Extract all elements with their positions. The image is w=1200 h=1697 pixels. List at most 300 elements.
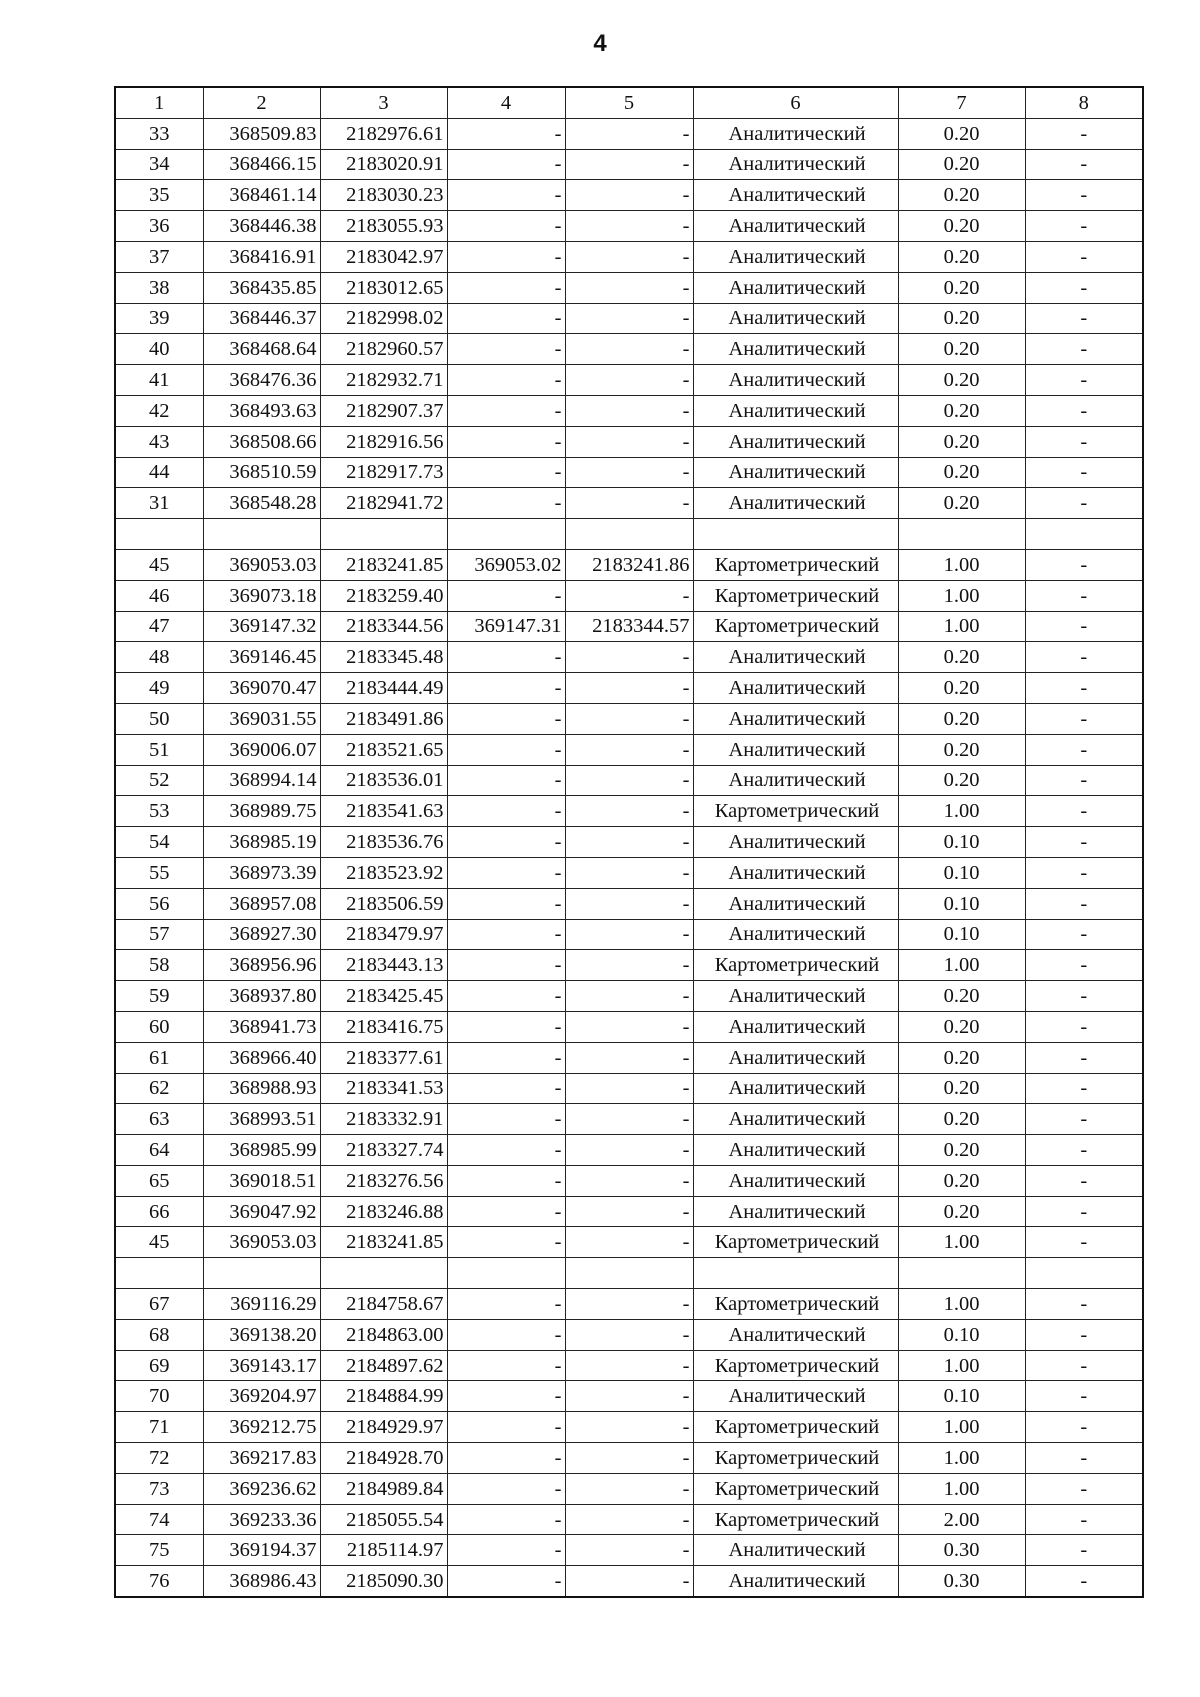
table-row bbox=[115, 426, 1143, 457]
point-number-cell: 71 bbox=[115, 1412, 203, 1443]
method-cell: Картометрический bbox=[693, 549, 898, 580]
y-prev-cell: - bbox=[565, 1289, 693, 1320]
point-number-cell: 61 bbox=[115, 1042, 203, 1073]
x-prev-cell: - bbox=[447, 796, 565, 827]
y-coordinate-cell: 2185055.54 bbox=[320, 1504, 447, 1535]
accuracy-cell: 0.10 bbox=[898, 857, 1025, 888]
y-prev-cell: - bbox=[565, 457, 693, 488]
point-number-cell: 52 bbox=[115, 765, 203, 796]
accuracy-cell: 0.20 bbox=[898, 1196, 1025, 1227]
note-cell: - bbox=[1025, 303, 1143, 334]
table-row bbox=[115, 272, 1143, 303]
x-prev-cell: - bbox=[447, 334, 565, 365]
point-number-cell: 58 bbox=[115, 950, 203, 981]
method-cell: Аналитический bbox=[693, 488, 898, 519]
note-cell: - bbox=[1025, 888, 1143, 919]
x-coordinate-cell: 368973.39 bbox=[203, 857, 320, 888]
point-number-cell: 42 bbox=[115, 395, 203, 426]
accuracy-cell: 0.30 bbox=[898, 1535, 1025, 1566]
y-prev-cell: - bbox=[565, 1319, 693, 1350]
accuracy-cell: 0.20 bbox=[898, 673, 1025, 704]
accuracy-cell: 1.00 bbox=[898, 1350, 1025, 1381]
point-number-cell: 54 bbox=[115, 827, 203, 858]
table-row bbox=[115, 1196, 1143, 1227]
x-prev-cell: - bbox=[447, 1042, 565, 1073]
note-cell: - bbox=[1025, 1473, 1143, 1504]
x-coordinate-cell: 368435.85 bbox=[203, 272, 320, 303]
x-coordinate-cell: 368986.43 bbox=[203, 1566, 320, 1597]
note-cell: - bbox=[1025, 118, 1143, 149]
method-cell: Картометрический bbox=[693, 611, 898, 642]
note-cell bbox=[1025, 1258, 1143, 1289]
y-prev-cell: - bbox=[565, 149, 693, 180]
note-cell: - bbox=[1025, 1381, 1143, 1412]
table-row bbox=[115, 519, 1143, 550]
accuracy-cell: 0.20 bbox=[898, 180, 1025, 211]
y-prev-cell: - bbox=[565, 118, 693, 149]
table-row bbox=[115, 950, 1143, 981]
y-coordinate-cell: 2183536.01 bbox=[320, 765, 447, 796]
column-header: 3 bbox=[320, 87, 447, 118]
y-prev-cell: - bbox=[565, 426, 693, 457]
y-prev-cell: - bbox=[565, 981, 693, 1012]
method-cell: Картометрический bbox=[693, 1473, 898, 1504]
table-row bbox=[115, 549, 1143, 580]
accuracy-cell: 0.20 bbox=[898, 272, 1025, 303]
table-row bbox=[115, 1104, 1143, 1135]
y-coordinate-cell: 2183241.85 bbox=[320, 549, 447, 580]
accuracy-cell: 1.00 bbox=[898, 1412, 1025, 1443]
table-row bbox=[115, 149, 1143, 180]
point-number-cell: 36 bbox=[115, 211, 203, 242]
y-coordinate-cell: 2184884.99 bbox=[320, 1381, 447, 1412]
x-coordinate-cell: 368493.63 bbox=[203, 395, 320, 426]
method-cell: Картометрический bbox=[693, 1289, 898, 1320]
accuracy-cell: 1.00 bbox=[898, 1289, 1025, 1320]
table-row bbox=[115, 1042, 1143, 1073]
accuracy-cell: 1.00 bbox=[898, 950, 1025, 981]
y-coordinate-cell: 2183506.59 bbox=[320, 888, 447, 919]
y-coordinate-cell: 2183491.86 bbox=[320, 703, 447, 734]
y-coordinate-cell: 2182917.73 bbox=[320, 457, 447, 488]
accuracy-cell: 0.20 bbox=[898, 765, 1025, 796]
x-coordinate-cell: 369217.83 bbox=[203, 1443, 320, 1474]
y-coordinate-cell: 2183332.91 bbox=[320, 1104, 447, 1135]
x-prev-cell: - bbox=[447, 118, 565, 149]
accuracy-cell bbox=[898, 1258, 1025, 1289]
accuracy-cell: 0.20 bbox=[898, 211, 1025, 242]
point-number-cell: 65 bbox=[115, 1165, 203, 1196]
note-cell: - bbox=[1025, 365, 1143, 396]
point-number-cell: 48 bbox=[115, 642, 203, 673]
x-coordinate-cell: 369018.51 bbox=[203, 1165, 320, 1196]
x-prev-cell: - bbox=[447, 1443, 565, 1474]
note-cell: - bbox=[1025, 1196, 1143, 1227]
x-prev-cell: - bbox=[447, 1196, 565, 1227]
x-prev-cell: - bbox=[447, 1227, 565, 1258]
y-coordinate-cell: 2183012.65 bbox=[320, 272, 447, 303]
x-coordinate-cell: 368993.51 bbox=[203, 1104, 320, 1135]
x-coordinate-cell: 369073.18 bbox=[203, 580, 320, 611]
x-prev-cell: - bbox=[447, 395, 565, 426]
y-prev-cell bbox=[565, 1258, 693, 1289]
accuracy-cell: 0.20 bbox=[898, 734, 1025, 765]
note-cell: - bbox=[1025, 549, 1143, 580]
x-prev-cell: - bbox=[447, 457, 565, 488]
table-row bbox=[115, 241, 1143, 272]
x-coordinate-cell: 369143.17 bbox=[203, 1350, 320, 1381]
y-coordinate-cell: 2182976.61 bbox=[320, 118, 447, 149]
method-cell: Картометрический bbox=[693, 950, 898, 981]
table-row bbox=[115, 1443, 1143, 1474]
y-coordinate-cell: 2183541.63 bbox=[320, 796, 447, 827]
accuracy-cell: 0.20 bbox=[898, 334, 1025, 365]
x-prev-cell: - bbox=[447, 642, 565, 673]
note-cell: - bbox=[1025, 1412, 1143, 1443]
method-cell: Аналитический bbox=[693, 1011, 898, 1042]
y-coordinate-cell: 2185114.97 bbox=[320, 1535, 447, 1566]
accuracy-cell: 0.30 bbox=[898, 1566, 1025, 1597]
accuracy-cell: 0.10 bbox=[898, 1381, 1025, 1412]
method-cell: Картометрический bbox=[693, 796, 898, 827]
column-header: 7 bbox=[898, 87, 1025, 118]
x-prev-cell: - bbox=[447, 1504, 565, 1535]
note-cell: - bbox=[1025, 919, 1143, 950]
note-cell: - bbox=[1025, 1227, 1143, 1258]
point-number-cell: 69 bbox=[115, 1350, 203, 1381]
x-prev-cell: - bbox=[447, 1073, 565, 1104]
accuracy-cell: 0.20 bbox=[898, 1073, 1025, 1104]
x-coordinate-cell: 368446.37 bbox=[203, 303, 320, 334]
x-prev-cell: - bbox=[447, 1566, 565, 1597]
x-coordinate-cell: 369147.32 bbox=[203, 611, 320, 642]
table-row bbox=[115, 827, 1143, 858]
method-cell: Картометрический bbox=[693, 1412, 898, 1443]
x-coordinate-cell: 369212.75 bbox=[203, 1412, 320, 1443]
point-number-cell: 53 bbox=[115, 796, 203, 827]
table-row bbox=[115, 673, 1143, 704]
method-cell: Аналитический bbox=[693, 1381, 898, 1412]
y-prev-cell: - bbox=[565, 365, 693, 396]
table-row bbox=[115, 334, 1143, 365]
y-coordinate-cell: 2182960.57 bbox=[320, 334, 447, 365]
method-cell: Картометрический bbox=[693, 580, 898, 611]
table-row bbox=[115, 1473, 1143, 1504]
y-coordinate-cell: 2182907.37 bbox=[320, 395, 447, 426]
x-coordinate-cell: 369031.55 bbox=[203, 703, 320, 734]
y-coordinate-cell: 2182916.56 bbox=[320, 426, 447, 457]
table-row bbox=[115, 1073, 1143, 1104]
accuracy-cell: 0.20 bbox=[898, 1042, 1025, 1073]
accuracy-cell: 0.20 bbox=[898, 981, 1025, 1012]
accuracy-cell: 0.20 bbox=[898, 1135, 1025, 1166]
method-cell: Картометрический bbox=[693, 1227, 898, 1258]
note-cell: - bbox=[1025, 149, 1143, 180]
table-row bbox=[115, 796, 1143, 827]
y-prev-cell bbox=[565, 519, 693, 550]
y-prev-cell: - bbox=[565, 1011, 693, 1042]
method-cell: Аналитический bbox=[693, 981, 898, 1012]
table-row bbox=[115, 580, 1143, 611]
y-coordinate-cell: 2183416.75 bbox=[320, 1011, 447, 1042]
note-cell: - bbox=[1025, 241, 1143, 272]
y-coordinate-cell: 2183443.13 bbox=[320, 950, 447, 981]
table-row bbox=[115, 488, 1143, 519]
y-coordinate-cell: 2184863.00 bbox=[320, 1319, 447, 1350]
note-cell: - bbox=[1025, 611, 1143, 642]
x-coordinate-cell bbox=[203, 519, 320, 550]
x-prev-cell: - bbox=[447, 827, 565, 858]
note-cell: - bbox=[1025, 180, 1143, 211]
method-cell: Аналитический bbox=[693, 827, 898, 858]
x-coordinate-cell: 368466.15 bbox=[203, 149, 320, 180]
method-cell: Аналитический bbox=[693, 1566, 898, 1597]
y-coordinate-cell: 2183042.97 bbox=[320, 241, 447, 272]
method-cell: Картометрический bbox=[693, 1504, 898, 1535]
note-cell: - bbox=[1025, 580, 1143, 611]
point-number-cell: 41 bbox=[115, 365, 203, 396]
y-prev-cell: - bbox=[565, 642, 693, 673]
x-coordinate-cell: 368509.83 bbox=[203, 118, 320, 149]
x-coordinate-cell: 368957.08 bbox=[203, 888, 320, 919]
method-cell: Аналитический bbox=[693, 241, 898, 272]
x-coordinate-cell: 368994.14 bbox=[203, 765, 320, 796]
note-cell: - bbox=[1025, 1535, 1143, 1566]
method-cell bbox=[693, 1258, 898, 1289]
y-prev-cell: - bbox=[565, 272, 693, 303]
y-coordinate-cell: 2182998.02 bbox=[320, 303, 447, 334]
table-row bbox=[115, 1258, 1143, 1289]
method-cell: Аналитический bbox=[693, 857, 898, 888]
x-prev-cell: 369053.02 bbox=[447, 549, 565, 580]
point-number-cell: 44 bbox=[115, 457, 203, 488]
x-prev-cell: - bbox=[447, 765, 565, 796]
note-cell: - bbox=[1025, 1165, 1143, 1196]
point-number-cell: 67 bbox=[115, 1289, 203, 1320]
point-number-cell: 56 bbox=[115, 888, 203, 919]
y-prev-cell: - bbox=[565, 580, 693, 611]
x-prev-cell: - bbox=[447, 303, 565, 334]
accuracy-cell: 0.10 bbox=[898, 919, 1025, 950]
method-cell: Аналитический bbox=[693, 365, 898, 396]
y-prev-cell: - bbox=[565, 241, 693, 272]
x-prev-cell: - bbox=[447, 981, 565, 1012]
note-cell: - bbox=[1025, 1319, 1143, 1350]
point-number-cell: 43 bbox=[115, 426, 203, 457]
note-cell: - bbox=[1025, 950, 1143, 981]
y-prev-cell: - bbox=[565, 1473, 693, 1504]
column-header: 6 bbox=[693, 87, 898, 118]
note-cell: - bbox=[1025, 857, 1143, 888]
y-prev-cell: - bbox=[565, 950, 693, 981]
note-cell: - bbox=[1025, 1566, 1143, 1597]
y-coordinate-cell: 2183341.53 bbox=[320, 1073, 447, 1104]
y-prev-cell: - bbox=[565, 211, 693, 242]
table-row bbox=[115, 1011, 1143, 1042]
point-number-cell: 39 bbox=[115, 303, 203, 334]
x-coordinate-cell: 368956.96 bbox=[203, 950, 320, 981]
y-prev-cell: - bbox=[565, 1412, 693, 1443]
y-coordinate-cell: 2183276.56 bbox=[320, 1165, 447, 1196]
x-coordinate-cell: 368988.93 bbox=[203, 1073, 320, 1104]
y-prev-cell: - bbox=[565, 703, 693, 734]
accuracy-cell: 0.10 bbox=[898, 888, 1025, 919]
accuracy-cell: 1.00 bbox=[898, 1443, 1025, 1474]
x-coordinate-cell: 369233.36 bbox=[203, 1504, 320, 1535]
point-number-cell bbox=[115, 1258, 203, 1289]
accuracy-cell: 0.10 bbox=[898, 827, 1025, 858]
note-cell: - bbox=[1025, 673, 1143, 704]
point-number-cell: 40 bbox=[115, 334, 203, 365]
y-coordinate-cell: 2183425.45 bbox=[320, 981, 447, 1012]
y-prev-cell: - bbox=[565, 1135, 693, 1166]
method-cell: Аналитический bbox=[693, 642, 898, 673]
accuracy-cell: 1.00 bbox=[898, 580, 1025, 611]
y-coordinate-cell: 2183521.65 bbox=[320, 734, 447, 765]
note-cell: - bbox=[1025, 211, 1143, 242]
x-coordinate-cell bbox=[203, 1258, 320, 1289]
x-coordinate-cell: 368985.99 bbox=[203, 1135, 320, 1166]
table-row bbox=[115, 703, 1143, 734]
x-coordinate-cell: 368468.64 bbox=[203, 334, 320, 365]
note-cell: - bbox=[1025, 1011, 1143, 1042]
y-prev-cell: - bbox=[565, 857, 693, 888]
point-number-cell: 51 bbox=[115, 734, 203, 765]
x-prev-cell: - bbox=[447, 180, 565, 211]
table-row bbox=[115, 395, 1143, 426]
x-coordinate-cell: 368941.73 bbox=[203, 1011, 320, 1042]
method-cell: Аналитический bbox=[693, 888, 898, 919]
note-cell: - bbox=[1025, 1504, 1143, 1535]
table-row bbox=[115, 1350, 1143, 1381]
x-prev-cell: - bbox=[447, 888, 565, 919]
y-prev-cell: - bbox=[565, 1443, 693, 1474]
y-prev-cell: - bbox=[565, 1535, 693, 1566]
accuracy-cell: 1.00 bbox=[898, 1227, 1025, 1258]
point-number-cell: 46 bbox=[115, 580, 203, 611]
method-cell: Картометрический bbox=[693, 1350, 898, 1381]
y-coordinate-cell: 2185090.30 bbox=[320, 1566, 447, 1597]
point-number-cell bbox=[115, 519, 203, 550]
point-number-cell: 68 bbox=[115, 1319, 203, 1350]
x-coordinate-cell: 368446.38 bbox=[203, 211, 320, 242]
x-coordinate-cell: 368476.36 bbox=[203, 365, 320, 396]
y-coordinate-cell: 2183523.92 bbox=[320, 857, 447, 888]
method-cell: Аналитический bbox=[693, 1073, 898, 1104]
y-prev-cell: - bbox=[565, 827, 693, 858]
table-row bbox=[115, 180, 1143, 211]
accuracy-cell: 0.20 bbox=[898, 395, 1025, 426]
method-cell: Аналитический bbox=[693, 272, 898, 303]
y-prev-cell: - bbox=[565, 888, 693, 919]
note-cell: - bbox=[1025, 426, 1143, 457]
y-prev-cell: - bbox=[565, 1504, 693, 1535]
x-coordinate-cell: 368966.40 bbox=[203, 1042, 320, 1073]
point-number-cell: 74 bbox=[115, 1504, 203, 1535]
table-row bbox=[115, 981, 1143, 1012]
y-coordinate-cell: 2183345.48 bbox=[320, 642, 447, 673]
table-row bbox=[115, 1504, 1143, 1535]
x-prev-cell: - bbox=[447, 734, 565, 765]
y-coordinate-cell: 2183344.56 bbox=[320, 611, 447, 642]
y-prev-cell: - bbox=[565, 334, 693, 365]
y-prev-cell: - bbox=[565, 1196, 693, 1227]
point-number-cell: 47 bbox=[115, 611, 203, 642]
x-prev-cell: - bbox=[447, 1165, 565, 1196]
y-coordinate-cell: 2183055.93 bbox=[320, 211, 447, 242]
y-coordinate-cell: 2183327.74 bbox=[320, 1135, 447, 1166]
point-number-cell: 37 bbox=[115, 241, 203, 272]
column-header: 2 bbox=[203, 87, 320, 118]
note-cell bbox=[1025, 519, 1143, 550]
table-row bbox=[115, 642, 1143, 673]
y-prev-cell: - bbox=[565, 1042, 693, 1073]
x-coordinate-cell: 369138.20 bbox=[203, 1319, 320, 1350]
x-prev-cell: - bbox=[447, 272, 565, 303]
x-coordinate-cell: 369236.62 bbox=[203, 1473, 320, 1504]
y-coordinate-cell: 2184928.70 bbox=[320, 1443, 447, 1474]
accuracy-cell: 0.10 bbox=[898, 1319, 1025, 1350]
method-cell: Аналитический bbox=[693, 919, 898, 950]
accuracy-cell: 0.20 bbox=[898, 488, 1025, 519]
accuracy-cell: 0.20 bbox=[898, 303, 1025, 334]
y-prev-cell: - bbox=[565, 1104, 693, 1135]
x-coordinate-cell: 369194.37 bbox=[203, 1535, 320, 1566]
table-row bbox=[115, 457, 1143, 488]
column-header: 8 bbox=[1025, 87, 1143, 118]
column-header: 1 bbox=[115, 87, 203, 118]
note-cell: - bbox=[1025, 488, 1143, 519]
y-coordinate-cell: 2184758.67 bbox=[320, 1289, 447, 1320]
y-coordinate-cell: 2183444.49 bbox=[320, 673, 447, 704]
y-coordinate-cell: 2183479.97 bbox=[320, 919, 447, 950]
method-cell: Аналитический bbox=[693, 703, 898, 734]
y-coordinate-cell: 2184897.62 bbox=[320, 1350, 447, 1381]
method-cell: Аналитический bbox=[693, 734, 898, 765]
point-number-cell: 60 bbox=[115, 1011, 203, 1042]
x-prev-cell: - bbox=[447, 1535, 565, 1566]
x-prev-cell: - bbox=[447, 1381, 565, 1412]
note-cell: - bbox=[1025, 1104, 1143, 1135]
method-cell: Аналитический bbox=[693, 334, 898, 365]
note-cell: - bbox=[1025, 1350, 1143, 1381]
x-coordinate-cell: 368510.59 bbox=[203, 457, 320, 488]
y-coordinate-cell bbox=[320, 1258, 447, 1289]
x-prev-cell: - bbox=[447, 211, 565, 242]
accuracy-cell: 0.20 bbox=[898, 426, 1025, 457]
point-number-cell: 55 bbox=[115, 857, 203, 888]
point-number-cell: 35 bbox=[115, 180, 203, 211]
note-cell: - bbox=[1025, 765, 1143, 796]
table-row bbox=[115, 1135, 1143, 1166]
note-cell: - bbox=[1025, 1135, 1143, 1166]
method-cell: Аналитический bbox=[693, 1042, 898, 1073]
y-prev-cell: - bbox=[565, 1227, 693, 1258]
method-cell: Картометрический bbox=[693, 1443, 898, 1474]
y-coordinate-cell: 2182932.71 bbox=[320, 365, 447, 396]
table-row bbox=[115, 919, 1143, 950]
y-coordinate-cell: 2183020.91 bbox=[320, 149, 447, 180]
y-coordinate-cell: 2183246.88 bbox=[320, 1196, 447, 1227]
x-prev-cell: - bbox=[447, 365, 565, 396]
y-prev-cell: - bbox=[565, 734, 693, 765]
table-row bbox=[115, 1227, 1143, 1258]
x-prev-cell: - bbox=[447, 1104, 565, 1135]
y-coordinate-cell: 2182941.72 bbox=[320, 488, 447, 519]
table-row bbox=[115, 1289, 1143, 1320]
table-row bbox=[115, 857, 1143, 888]
x-coordinate-cell: 368989.75 bbox=[203, 796, 320, 827]
